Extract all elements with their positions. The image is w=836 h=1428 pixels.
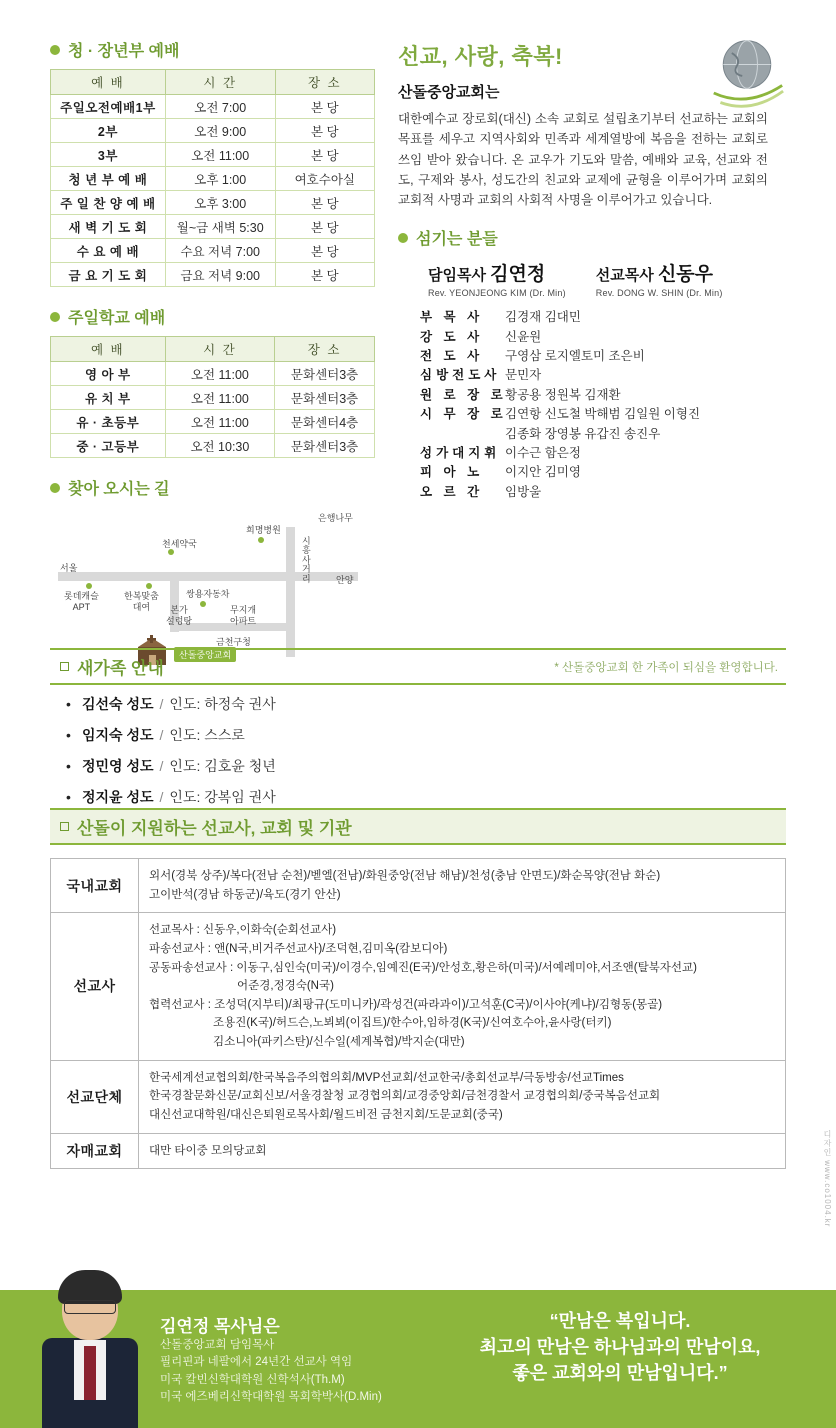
staff-role: 원 로 장 로 (420, 387, 507, 402)
pastor-entry (596, 259, 723, 298)
missions-line: 고이반석(경남 하동군)/육도(경기 안산) (149, 888, 341, 901)
photo-hair (58, 1270, 122, 1304)
table-row (51, 362, 375, 386)
cell-place: 문화센터3층 (275, 386, 375, 410)
col-service: 예 배 (51, 337, 166, 362)
staff-heading-text: 섬기는 분들 (416, 231, 498, 249)
map-marker-hospital (258, 537, 264, 543)
cell-time: 오후 1:00 (165, 167, 275, 191)
map-label-eunhaengnamu: 은행나무 (318, 513, 353, 523)
cell-service: 수 요 예 배 (51, 239, 166, 263)
cell-place: 본 당 (275, 143, 374, 167)
map-label-siheung-intersection: 시 흥 사 거 리 (302, 536, 311, 584)
map-church-label: 산돌중앙교회 (174, 647, 236, 662)
table-header-row (51, 70, 375, 95)
map-label-anyang: 안양 (336, 575, 354, 585)
intro-paragraph: 대한예수교 장로회(대신) 소속 교회로 설립초기부터 선교하는 교회의 목표를 세우고 지역사회와 민족과 세계열방에 복음을 전하는 교회로 쓰임 받아 왔습니다. 온 교우가 기도와 말씀, 예배와 교육, 선교와 전도, 구제와 봉사, 성도간의 친교와 교제에 균형을 이루어가며 교회의 교회적 사명과 교회의 사회적 사명을 이루어가고 있습니다. (398, 112, 768, 207)
school-worship-heading (50, 305, 380, 328)
new-family-list (66, 694, 276, 818)
table-row (51, 143, 375, 167)
map-label-geumcheon-gu-office: 금천구청 (216, 637, 251, 647)
table-header-row (51, 337, 375, 362)
staff-row (420, 463, 793, 482)
cell-time: 오전 11:00 (165, 362, 275, 386)
page-title: 선교, 사랑, 축복! (398, 44, 563, 69)
list-item (66, 787, 276, 807)
cell-service: 주 일 찬 양 예 배 (51, 191, 166, 215)
missions-line: 협력선교사 : 조성덕(지부티)/최팡규(도미니카)/곽성건(파라과이)/고석훈(C국)/이사야(케냐)/김형동(몽골) (149, 998, 663, 1011)
map-label-seoul: 서울 (60, 563, 78, 573)
col-place: 장 소 (275, 337, 375, 362)
map-label-lotte-castle: 롯데캐슬 APT (64, 591, 99, 612)
staff-role: 피 아 노 (420, 465, 484, 480)
staff-role: 심방전도사 (420, 368, 501, 383)
staff-names: 황공용 정원복 김재환 (505, 387, 621, 402)
bullet-dot-icon (398, 233, 408, 243)
map-label-hanbok-shop: 한복맞춤 대여 (124, 591, 159, 612)
table-row (51, 1133, 786, 1169)
photo-tie (84, 1346, 96, 1400)
pastor-name-en: Rev. YEONJEONG KIM (Dr. Min) (428, 288, 566, 299)
cell-place: 문화센터4층 (275, 410, 375, 434)
cell-time: 오전 10:30 (165, 434, 275, 458)
missions-key: 선교단체 (51, 1060, 139, 1133)
staff-role: 강 도 사 (420, 329, 484, 344)
map-label-mujigae-apt: 무지개 아파트 (230, 605, 257, 626)
staff-names: 구영삼 로지엘토미 조은비 (505, 349, 645, 363)
adult-worship-table (50, 69, 375, 287)
staff-row (420, 308, 793, 327)
map-heading-text: 찾아 오시는 길 (68, 481, 170, 498)
new-family-guide: 인도: 강복임 권사 (169, 789, 276, 805)
cell-place: 여호수아실 (275, 167, 374, 191)
staff-names: 이수근 함은정 (505, 445, 581, 460)
staff-names-cont: 김종화 장영봉 유갑진 송진우 (505, 426, 661, 441)
globe-icon (709, 36, 785, 112)
footer-pastor-name: 김연정 (160, 1317, 210, 1336)
cell-time: 오전 11:00 (165, 386, 275, 410)
square-bullet-icon (60, 662, 69, 671)
church-name: 산돌중앙교회 (398, 84, 485, 101)
bullet-dot-icon (50, 45, 60, 55)
col-time: 시 간 (165, 337, 275, 362)
list-item (66, 694, 276, 714)
cell-service: 청 년 부 예 배 (51, 167, 166, 191)
quote-line: 좋은 교회와의 만남입니다.” (512, 1363, 728, 1384)
footer-pastor-name-line (160, 1312, 382, 1337)
bullet-dot-icon (50, 312, 60, 322)
table-row (51, 119, 375, 143)
missions-line: 대만 타이중 모의당교회 (149, 1144, 267, 1157)
cell-service: 영 아 부 (51, 362, 166, 386)
cell-place: 본 당 (275, 263, 374, 287)
new-family-band (50, 648, 786, 685)
table-row (51, 215, 375, 239)
new-family-note: * 산돌중앙교회 한 가족이 되심을 환영합니다. (554, 661, 778, 674)
bullet-icon: • (66, 696, 71, 712)
cell-time: 월~금 새벽 5:30 (165, 215, 275, 239)
quote-line: 최고의 만남은 하나님과의 만남이요, (479, 1337, 761, 1358)
list-item (66, 756, 276, 776)
pastor-role: 담임목사 (428, 267, 486, 285)
senior-pastors (398, 259, 793, 298)
table-row (51, 386, 375, 410)
separator: / (159, 727, 164, 743)
staff-row (420, 483, 793, 502)
footer-quote (420, 1308, 820, 1386)
pastor-title-name (428, 259, 566, 286)
map-marker-bonga (200, 601, 206, 607)
staff-row (420, 328, 793, 347)
footer-pastor-title: 목사님은 (209, 1317, 280, 1336)
missions-heading: 산돌이 지원하는 선교사, 교회 및 기관 (77, 819, 352, 838)
missions-key: 국내교회 (51, 859, 139, 913)
table-row (51, 191, 375, 215)
staff-heading (398, 226, 793, 249)
missions-line: 조용진(K국)/허드슨,노뵈뵈(이집트)/한수아,임하경(K국)/신여호수아,윤사랑(터키) (213, 1017, 612, 1030)
footer-bio-line: 미국 칼빈신학대학원 신학석사(Th.M) (160, 1373, 345, 1386)
list-item (66, 725, 276, 745)
table-row (51, 95, 375, 119)
left-column (50, 38, 380, 674)
cell-place: 본 당 (275, 215, 374, 239)
pastor-photo (40, 1268, 140, 1428)
staff-role: 시 무 장 로 (420, 407, 507, 422)
missions-line: 선교목사 : 신동우,이화숙(순회선교사) (149, 924, 337, 937)
missions-line: 김소니아(파키스탄)/신수일(세계복협)/박지순(대만) (213, 1036, 465, 1048)
staff-list (398, 308, 793, 502)
cell-time: 수요 저녁 7:00 (165, 239, 275, 263)
bullet-icon: • (66, 727, 71, 743)
cell-time: 금요 저녁 9:00 (165, 263, 275, 287)
new-family-name: 임지숙 성도 (82, 727, 154, 743)
cell-service: 유 치 부 (51, 386, 166, 410)
cell-time: 오전 7:00 (165, 95, 275, 119)
pastor-name: 김연정 (490, 264, 546, 286)
separator: / (159, 789, 164, 805)
cell-place: 문화센터3층 (275, 362, 375, 386)
new-family-name: 정지윤 성도 (82, 789, 154, 805)
missions-key: 자매교회 (51, 1133, 139, 1169)
separator: / (159, 758, 164, 774)
cell-place: 본 당 (275, 95, 374, 119)
adult-worship-heading (50, 38, 380, 61)
staff-block (398, 226, 793, 502)
pastor-entry (428, 259, 566, 298)
staff-names: 문민자 (505, 368, 542, 383)
staff-row (420, 347, 793, 366)
cell-service: 주일오전예배1부 (51, 95, 166, 119)
staff-names: 김경재 김대민 (505, 310, 581, 325)
pastor-title-name (596, 259, 723, 286)
col-place: 장 소 (275, 70, 374, 95)
staff-row (420, 444, 793, 463)
new-family-name: 정민영 성도 (82, 758, 154, 774)
footer-bio-line: 산돌중앙교회 담임목사 (160, 1339, 275, 1351)
missions-value (139, 1133, 786, 1169)
missions-line: 한국세계선교협의회/한국복음주의협의회/MVP선교회/선교한국/총회선교부/극동방송/선교Times (149, 1071, 624, 1084)
quote-line: “만남은 복입니다. (549, 1311, 691, 1331)
footer-bio (160, 1312, 382, 1406)
designer-credit: 디자인 www.co1004.kr (823, 1130, 832, 1228)
map-road-vertical (286, 527, 295, 657)
missions-value (139, 1060, 786, 1133)
pastor-name-en: Rev. DONG W. SHIN (Dr. Min) (595, 288, 723, 299)
staff-names: 신윤원 (505, 329, 542, 344)
new-family-name: 김선숙 성도 (82, 696, 154, 712)
col-service: 예 배 (51, 70, 166, 95)
cell-service: 2부 (51, 119, 166, 143)
table-row (51, 434, 375, 458)
table-row (51, 859, 786, 913)
separator: / (159, 696, 164, 712)
map-marker-pharmacy (168, 549, 174, 555)
church-name-suffix: 는 (484, 84, 500, 101)
table-row (51, 410, 375, 434)
cell-time: 오후 3:00 (165, 191, 275, 215)
missions-line: 외서(경북 상주)/복다(전남 순천)/벧엘(전남)/화원중앙(전남 해남)/천성(충남 안면도)/화순목양(전남 화순) (149, 870, 661, 882)
map-label-bonga-seolleongtang: 본가 설렁탕 (166, 605, 193, 626)
adult-worship-heading-text: 청 · 장년부 예배 (68, 43, 180, 60)
map-marker-lotte (86, 583, 92, 589)
cell-place: 본 당 (275, 119, 374, 143)
missions-value (139, 859, 786, 913)
school-worship-block (50, 305, 380, 458)
map-heading (50, 476, 380, 499)
staff-role: 전 도 사 (420, 349, 484, 363)
staff-role: 성가대지휘 (420, 445, 501, 460)
staff-row (420, 405, 793, 424)
new-family-heading: 새가족 안내 (77, 659, 164, 678)
cell-service: 유 · 초등부 (51, 410, 166, 434)
map-block (50, 476, 380, 674)
staff-role: 부 목 사 (420, 310, 484, 325)
right-column (398, 40, 793, 502)
cell-service: 새 벽 기 도 회 (51, 215, 166, 239)
staff-names: 임방울 (505, 484, 542, 499)
cell-place: 본 당 (275, 191, 374, 215)
staff-role: 오 르 간 (420, 484, 484, 499)
staff-names: 김연항 신도철 박해범 김일원 이형진 (505, 407, 701, 422)
footer-bio-line: 미국 에즈베리신학대학원 목회학박사(D.Min) (160, 1390, 382, 1403)
footer-bio-line: 필리핀과 네팔에서 24년간 선교사 역임 (160, 1356, 353, 1369)
school-worship-table (50, 336, 375, 458)
missions-key: 선교사 (51, 913, 139, 1060)
map-label-huimyeong-hospital: 희명병원 (246, 525, 281, 535)
adult-worship-block (50, 38, 380, 287)
cell-service: 금 요 기 도 회 (51, 263, 166, 287)
bullet-dot-icon (50, 483, 60, 493)
new-family-guide: 인도: 하정숙 권사 (169, 696, 276, 712)
pastor-role: 선교목사 (595, 267, 654, 285)
missions-value (139, 913, 786, 1060)
missions-line: 한국경찰문화신문/교회신보/서울경찰청 교경협의회/교경중앙회/금천경찰서 교경협의회/중국복음선교회 (149, 1090, 661, 1103)
cell-place: 본 당 (275, 239, 374, 263)
missions-line: 공동파송선교사 : 이동구,심인숙(미국)/이경수,임예진(E국)/안성호,황은하(미국)/서예레미야,서조앤(탈북자선교) (149, 961, 697, 974)
bullet-icon: • (66, 758, 71, 774)
missions-table (50, 858, 786, 1169)
bullet-icon: • (66, 789, 71, 805)
missions-band (50, 808, 786, 845)
cell-time: 오전 11:00 (165, 143, 275, 167)
new-family-guide: 인도: 스스로 (169, 727, 245, 743)
new-family-guide: 인도: 김호윤 청년 (169, 758, 276, 774)
map-label-cheonse-pharmacy: 천세약국 (162, 539, 197, 549)
missions-line: 대신선교대학원/대신은퇴원로목사회/월드비전 금천지회/도문교회(중국) (149, 1108, 503, 1121)
missions-line: 어준경,정경숙(N국) (237, 980, 334, 993)
footer-band (0, 1290, 836, 1428)
missions-line: 파송선교사 : 앤(N국,비거주선교사)/조덕현,김미옥(캄보디아) (149, 942, 448, 955)
staff-names: 이지안 김미영 (505, 465, 581, 480)
map-marker-hanbok (146, 583, 152, 589)
cell-place: 문화센터3층 (275, 434, 375, 458)
map-label-ssangyong-motors: 쌍용자동차 (186, 589, 230, 599)
cell-time: 오전 9:00 (165, 119, 275, 143)
cell-service: 중 · 고등부 (51, 434, 166, 458)
staff-row (420, 366, 793, 385)
square-bullet-icon (60, 822, 69, 831)
table-row (51, 1060, 786, 1133)
table-row (51, 913, 786, 1060)
staff-row (420, 386, 793, 405)
cell-time: 오전 11:00 (165, 410, 275, 434)
col-time: 시 간 (165, 70, 275, 95)
table-row (51, 239, 375, 263)
photo-glasses (64, 1300, 116, 1314)
table-row (51, 263, 375, 287)
pastor-name: 신동우 (657, 264, 713, 286)
cell-service: 3부 (51, 143, 166, 167)
school-worship-heading-text: 주일학교 예배 (68, 310, 166, 327)
table-row (51, 167, 375, 191)
map-road-horizontal (58, 572, 358, 581)
